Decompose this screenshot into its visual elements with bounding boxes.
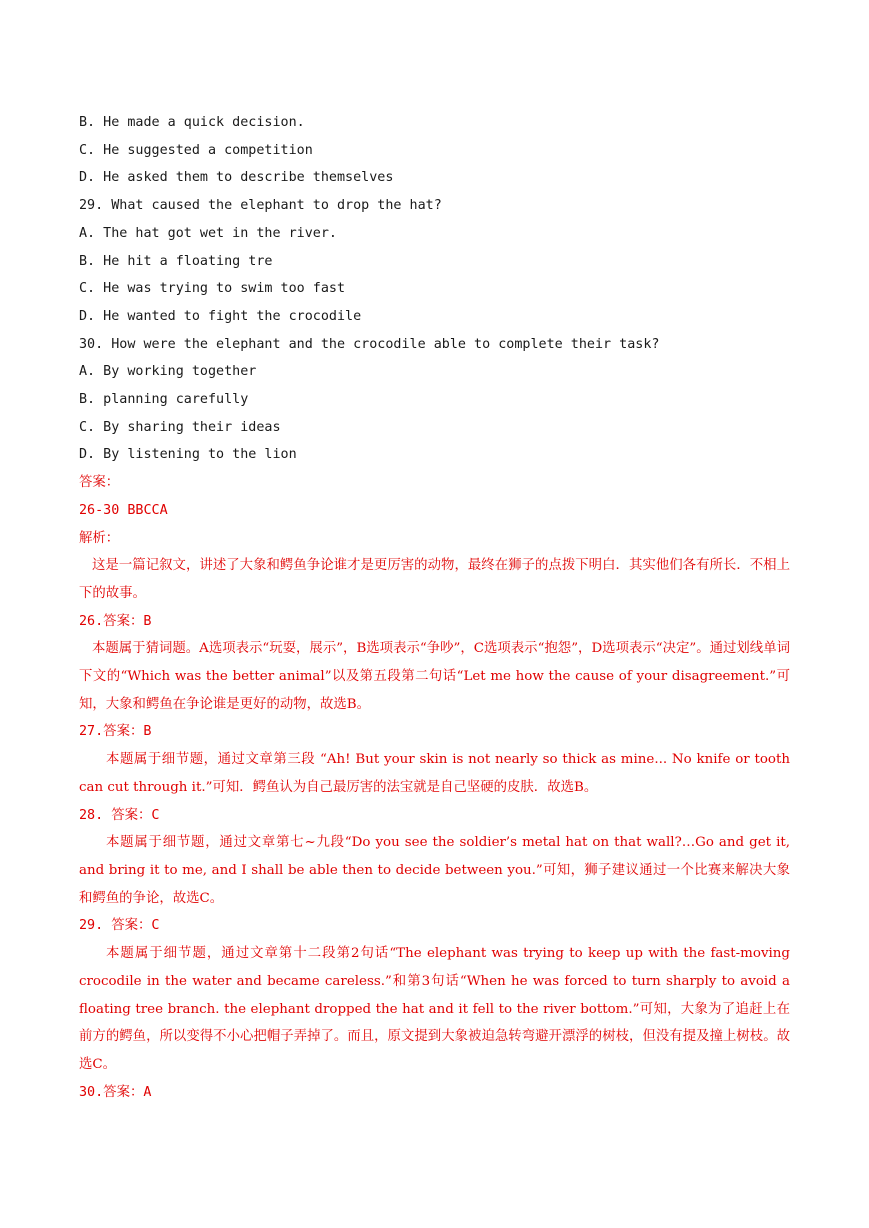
item-heading: 29. 答案：C [79,918,160,934]
item-heading: 28. 答案：C [79,807,160,823]
item-heading: 27.答案：B [79,724,152,740]
item-explanation: 本题属于细节题，通过文章第三段 “Ah! But your skin is not nearly so thick as mine... No knife or tooth can cut through it.”可知．鳄鱼认为自己最厉害的法宝就是自己坚硬的皮肤．故选B。 [79,752,790,795]
option-line: D. He wanted to fight the crocodile [79,308,362,324]
answer-key: 26-30 BBCCA [79,502,168,518]
item-explanation: 本题属于细节题，通过文章第十二段第2句话“The elephant was trying to keep up with the fast-moving crocodile in the water and became careless.”和第3句话“When he was forced to turn sharply to avoid a floating tree branch. the elephant dropped the hat and it fell to the river bottom.”可知，大象为了追赶上在前方的鳄鱼，所以变得不小心把帽子弄掉了。而且，原文提到大象被迫急转弯避开漂浮的树枝，但没有提及撞上树枝。故选C。 [79,946,790,1072]
item-heading: 30.答案：A [79,1084,152,1100]
option-line: C. By sharing their ideas [79,419,281,435]
item-heading: 26.答案：B [79,613,152,629]
answer-label: 答案： [79,475,120,491]
option-line: A. By working together [79,364,257,380]
explanation-label: 解析： [79,530,120,546]
question-line: 30. How were the elephant and the crocodile able to complete their task? [79,336,660,352]
item-explanation: 本题属于猜词题。A选项表示“玩耍，展示”，B选项表示“争吵”，C选项表示“抱怨”，D选项表示“决定”。通过划线单词下文的“Which was the better animal”以及第五段第二句话“Let me how the cause of your disagreement.”可知，大象和鳄鱼在争论谁是更好的动物，故选B。 [79,641,790,712]
option-line: D. By listening to the lion [79,447,297,463]
question-line: 29. What caused the elephant to drop the hat? [79,198,442,214]
document-content [79,109,790,1106]
option-line: C. He suggested a competition [79,142,313,158]
option-line: D. He asked them to describe themselves [79,170,394,186]
option-line: C. He was trying to swim too fast [79,281,346,297]
option-line: B. planning carefully [79,392,249,408]
option-line: A. The hat got wet in the river. [79,225,337,241]
option-line: B. He made a quick decision. [79,115,305,130]
item-explanation: 本题属于细节题，通过文章第七~九段“Do you see the soldier’s metal hat on that wall?…Go and get it, and bring it to me, and I shall be able then to decide between you.”可知，狮子建议通过一个比赛来解决大象和鳄鱼的争论，故选C。 [79,835,790,906]
option-line: B. He hit a floating tre [79,253,273,269]
summary-paragraph: 这是一篇记叙文，讲述了大象和鳄鱼争论谁才是更厉害的动物，最终在狮子的点拨下明白．其实他们各有所长．不相上下的故事。 [79,558,790,601]
